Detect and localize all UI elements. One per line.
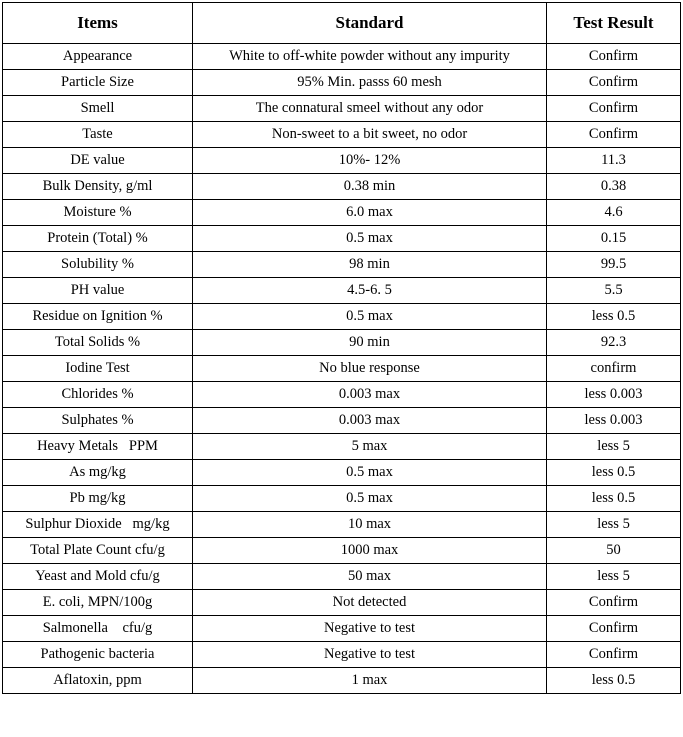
cell-item: Pb mg/kg — [3, 486, 193, 512]
table-row — [3, 122, 681, 148]
cell-standard: 0.38 min — [193, 174, 547, 200]
table-row — [3, 408, 681, 434]
cell-standard: 1000 max — [193, 538, 547, 564]
cell-result: less 0.5 — [547, 460, 681, 486]
table-row — [3, 148, 681, 174]
table-row — [3, 512, 681, 538]
header-row — [3, 3, 681, 44]
cell-result: less 0.5 — [547, 304, 681, 330]
table-row — [3, 590, 681, 616]
cell-item: Sulphates % — [3, 408, 193, 434]
cell-item: Solubility % — [3, 252, 193, 278]
cell-item: Appearance — [3, 44, 193, 70]
table-row — [3, 200, 681, 226]
cell-item: E. coli, MPN/100g — [3, 590, 193, 616]
table-row — [3, 330, 681, 356]
cell-standard: Not detected — [193, 590, 547, 616]
cell-item: Total Plate Count cfu/g — [3, 538, 193, 564]
cell-standard: 10 max — [193, 512, 547, 538]
cell-result: 5.5 — [547, 278, 681, 304]
cell-standard: 4.5-6. 5 — [193, 278, 547, 304]
cell-result: 0.38 — [547, 174, 681, 200]
cell-result: confirm — [547, 356, 681, 382]
cell-item: Taste — [3, 122, 193, 148]
table-row — [3, 356, 681, 382]
cell-result: Confirm — [547, 616, 681, 642]
cell-item: Moisture % — [3, 200, 193, 226]
table-row — [3, 486, 681, 512]
cell-item: As mg/kg — [3, 460, 193, 486]
table-row — [3, 70, 681, 96]
cell-item: Heavy Metals PPM — [3, 434, 193, 460]
cell-item: PH value — [3, 278, 193, 304]
cell-result: Confirm — [547, 44, 681, 70]
table-row — [3, 434, 681, 460]
cell-standard: 90 min — [193, 330, 547, 356]
cell-item: Residue on Ignition % — [3, 304, 193, 330]
table-row — [3, 304, 681, 330]
cell-result: less 0.5 — [547, 486, 681, 512]
cell-result: Confirm — [547, 642, 681, 668]
table-row — [3, 460, 681, 486]
table-row — [3, 382, 681, 408]
cell-result: 99.5 — [547, 252, 681, 278]
table-row — [3, 538, 681, 564]
cell-result: Confirm — [547, 590, 681, 616]
cell-result: 50 — [547, 538, 681, 564]
cell-standard: White to off-white powder without any impurity — [193, 44, 547, 70]
header-test-result: Test Result — [547, 3, 681, 44]
cell-standard: Negative to test — [193, 642, 547, 668]
cell-item: Yeast and Mold cfu/g — [3, 564, 193, 590]
cell-result: less 5 — [547, 564, 681, 590]
cell-standard: 0.5 max — [193, 304, 547, 330]
cell-result: Confirm — [547, 70, 681, 96]
cell-result: 4.6 — [547, 200, 681, 226]
cell-item: Iodine Test — [3, 356, 193, 382]
cell-item: Chlorides % — [3, 382, 193, 408]
cell-item: Particle Size — [3, 70, 193, 96]
cell-standard: 6.0 max — [193, 200, 547, 226]
cell-standard: 0.5 max — [193, 486, 547, 512]
cell-item: Pathogenic bacteria — [3, 642, 193, 668]
table-body — [3, 44, 681, 694]
cell-standard: 5 max — [193, 434, 547, 460]
cell-item: Salmonella cfu/g — [3, 616, 193, 642]
cell-item: Smell — [3, 96, 193, 122]
cell-result: less 0.003 — [547, 382, 681, 408]
cell-standard: Non-sweet to a bit sweet, no odor — [193, 122, 547, 148]
cell-result: 11.3 — [547, 148, 681, 174]
cell-standard: 0.003 max — [193, 408, 547, 434]
table-row — [3, 96, 681, 122]
specification-table — [2, 2, 681, 694]
cell-result: less 0.003 — [547, 408, 681, 434]
cell-standard: 0.5 max — [193, 460, 547, 486]
table-row — [3, 278, 681, 304]
table-row — [3, 44, 681, 70]
cell-standard: 0.5 max — [193, 226, 547, 252]
cell-standard: 10%- 12% — [193, 148, 547, 174]
cell-result: 92.3 — [547, 330, 681, 356]
cell-result: less 0.5 — [547, 668, 681, 694]
table-row — [3, 564, 681, 590]
cell-standard: 95% Min. passs 60 mesh — [193, 70, 547, 96]
header-items: Items — [3, 3, 193, 44]
table-row — [3, 668, 681, 694]
cell-item: Aflatoxin, ppm — [3, 668, 193, 694]
cell-standard: Negative to test — [193, 616, 547, 642]
cell-result: Confirm — [547, 96, 681, 122]
table-row — [3, 174, 681, 200]
cell-result: less 5 — [547, 512, 681, 538]
cell-result: less 5 — [547, 434, 681, 460]
cell-item: Protein (Total) % — [3, 226, 193, 252]
cell-item: Sulphur Dioxide mg/kg — [3, 512, 193, 538]
header-standard: Standard — [193, 3, 547, 44]
cell-standard: 98 min — [193, 252, 547, 278]
cell-standard: 50 max — [193, 564, 547, 590]
cell-standard: The connatural smeel without any odor — [193, 96, 547, 122]
cell-standard: 1 max — [193, 668, 547, 694]
cell-item: Bulk Density, g/ml — [3, 174, 193, 200]
table-row — [3, 616, 681, 642]
cell-item: Total Solids % — [3, 330, 193, 356]
cell-standard: No blue response — [193, 356, 547, 382]
cell-result: 0.15 — [547, 226, 681, 252]
cell-standard: 0.003 max — [193, 382, 547, 408]
table-row — [3, 642, 681, 668]
cell-item: DE value — [3, 148, 193, 174]
table-row — [3, 226, 681, 252]
table-row — [3, 252, 681, 278]
cell-result: Confirm — [547, 122, 681, 148]
